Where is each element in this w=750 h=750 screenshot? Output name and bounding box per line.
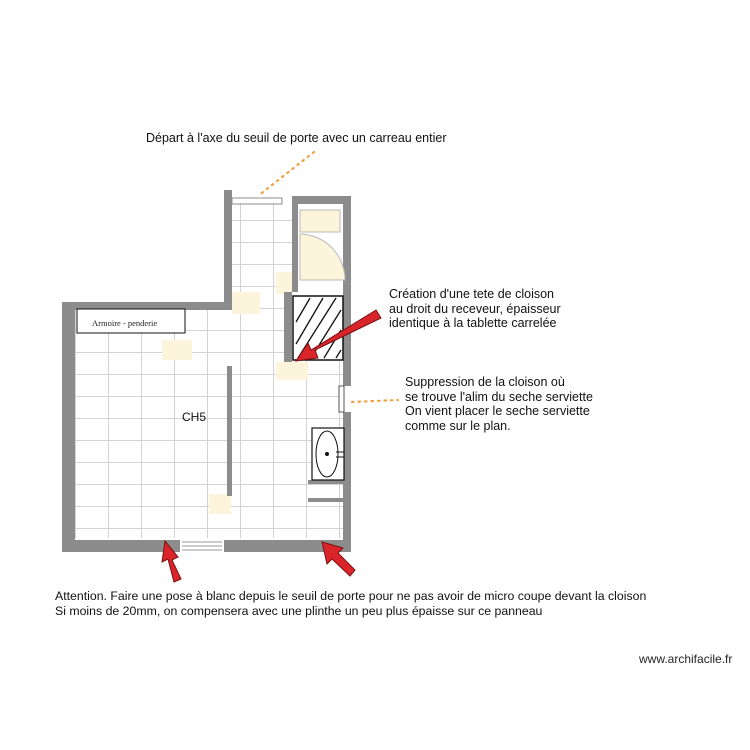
bottom-door-threshold <box>180 538 224 552</box>
top-door-opening <box>232 198 282 204</box>
annotation-warning-line-1: Attention. Faire une pose à blanc depuis le seuil de porte pour ne pas avoir de micro coupe devant la cloison <box>55 589 647 603</box>
annotation-door-start: Départ à l'axe du seuil de porte avec un carreau entier <box>146 131 447 145</box>
credit-link[interactable]: www.archifacile.fr <box>639 652 733 666</box>
shower-tray <box>293 296 343 360</box>
annotation-towel-dryer-line-2: se trouve l'alim du seche serviette <box>405 389 593 404</box>
annotation-towel-dryer-line-3: On vient placer le seche serviette <box>405 404 590 418</box>
annotation-partition-head-line-1: Création d'une tete de cloison <box>389 287 554 301</box>
washbasin <box>312 428 344 480</box>
annotation-warning-line-2: Si moins de 20mm, on compensera avec une plinthe un peu plus épaisse sur ce panneau <box>55 603 543 618</box>
annotation-towel-dryer <box>405 375 593 433</box>
annotation-towel-dryer-line-4: comme sur le plan. <box>405 418 511 433</box>
annotation-towel-dryer-line-1: Suppression de la cloison où <box>405 375 565 389</box>
room-label: CH5 <box>182 410 207 424</box>
annotation-warning <box>55 589 646 618</box>
towel-dryer <box>339 386 344 412</box>
annotation-partition-head-line-3: identique à la tablette carrelée <box>389 316 557 330</box>
annotation-partition-head <box>389 287 561 331</box>
wardrobe-label: Armoire - penderie <box>92 318 158 328</box>
annotation-partition-head-line-2: au droit du receveur, épaisseur <box>389 301 561 316</box>
